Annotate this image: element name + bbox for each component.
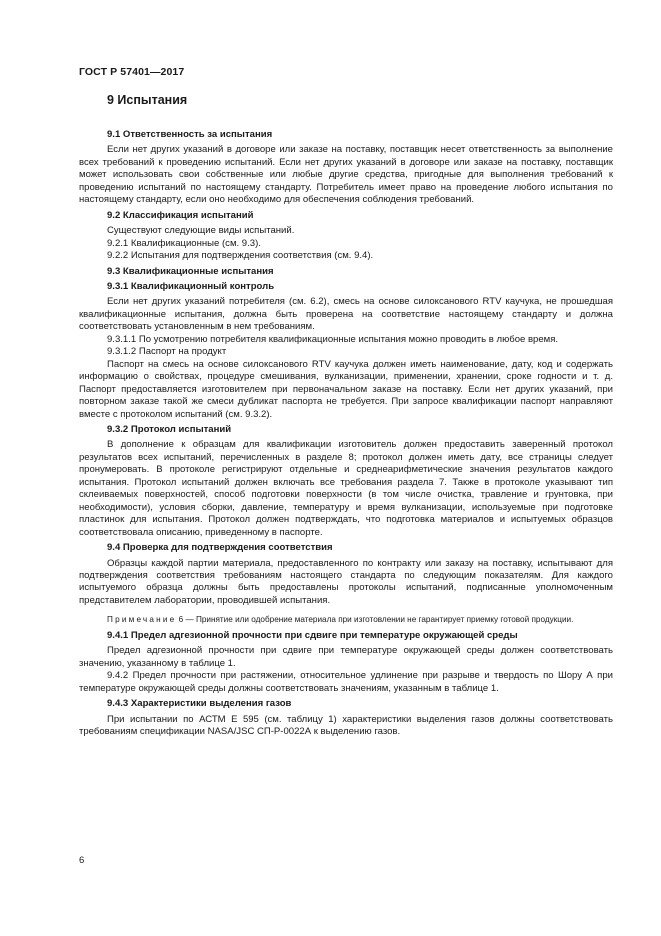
note-6 [79,614,613,626]
paragraph-9-4: Образцы каждой партии материала, предоставленного по контракту или заказу на поставку, испытывают для подтверждения соответствия требованиям настоящего стандарта по следующим показателям. Для каждого испытуемого образца должны быть предоставлены протоколы испытаний, подписанные уполномоченным представителем лаборатории, проводившей испытания. [79,557,613,606]
note-label: Примечание [107,615,177,625]
paragraph-9-4-3: При испытании по АСТМ Е 595 (см. таблицу 1) характеристики выделения газов должны соответствовать требованиям спецификации NASA/JSC СП-Р-0022А к выделению газов. [79,713,613,737]
heading-9-4-3: 9.4.3 Характеристики выделения газов [107,698,292,710]
document-header: ГОСТ Р 57401—2017 [79,66,185,78]
heading-9-4-1: 9.4.1 Предел адгезионной прочности при сдвиге при температуре окружающей среды [107,629,518,641]
heading-9-2: 9.2 Классификация испытаний [107,209,254,221]
heading-9-3: 9.3 Квалификационные испытания [107,265,274,277]
heading-9-3-2: 9.3.2 Протокол испытаний [107,423,232,435]
note-text: 6 — Принятие или одобрение материала при изготовлении не гарантирует приемку готовой продукции. [176,615,574,625]
heading-9-4: 9.4 Проверка для подтверждения соответствия [107,542,333,554]
paragraph-9-4-1: Предел адгезионной прочности при сдвиге при температуре окружающей среды должен соответствовать значению, указанному в таблице 1. [79,645,613,669]
heading-9-3-1-2: 9.3.1.2 Паспорт на продукт [107,346,227,358]
paragraph-9-3-1-2: Паспорт на смесь на основе силоксанового RTV каучука должен иметь наименование, дату, код и содержать информацию о свойствах, процедуре смешивания, вулканизации, применении, хранении, сроке годности и т. д. Паспорт предоставляется изготовителем при первоначальном заказе на поставку. Если нет других указаний, при повторном заказе такой же смеси дубликат паспорта не требуется. При запросе квалификации паспорт направляют вместе с протоколом испытаний (см. 9.3.2). [79,358,613,420]
heading-9-3-1: 9.3.1 Квалификационный контроль [107,280,275,292]
section-title: 9 Испытания [107,93,188,107]
heading-9-1: 9.1 Ответственность за испытания [107,129,273,140]
document-body [79,92,613,738]
paragraph-9-3-1: Если нет других указаний потребителя (см. 6.2), смесь на основе силоксанового RTV каучука, не прошедшая квалификационные испытания, должна быть проверена на соответствие настоящему стандарту и должна соответствовать установленным в нем требованиям. [79,296,613,333]
paragraph-9-2: Существуют следующие виды испытаний. [107,225,295,237]
list-item-9-2-2: 9.2.2 Испытания для подтверждения соответствия (см. 9.4). [107,250,374,262]
page-number: 6 [79,855,85,866]
paragraph-9-3-1-1: 9.3.1.1 По усмотрению потребителя квалификационные испытания можно проводить в любое время. [107,333,559,345]
paragraph-9-3-2: В дополнение к образцам для квалификации изготовитель должен предоставить заверенный протокол результатов всех испытаний, перечисленных в разделе 8; протокол должен иметь дату, все страницы следует пронумеровать. В протоколе регистрируют отдельные и среднеарифметические значения результатов каждого испытания. Протокол испытаний должен включать все требования раздела 7. Также в протоколе указывают тип склеиваемых поверхностей, способ подготовки поверхности (в том числе очистка, травление и грунтовка, при необходимости), условия сборки, давление, температуру и время вулканизации, используемые при подготовке пластинок для испытания. Протокол должен подтверждать, что подготовка материалов и испытуемых образцов соответствовала описанию, приведенному в паспорте. [79,439,613,538]
paragraph-9-4-2: 9.4.2 Предел прочности при растяжении, относительное удлинение при разрыве и твердость по Шору А при температуре окружающей среды должны соответствовать значениям, указанным в таблице 1. [79,670,613,694]
list-item-9-2-1: 9.2.1 Квалификационные (см. 9.3). [107,237,261,249]
paragraph-9-1: Если нет других указаний в договоре или заказе на поставку, поставщик несет ответственность за выполнение всех требований к проведению испытаний. Если нет других указаний в договоре или заказе на поставку, поставщик может использовать свои собственные или любые другие средства, пригодные для выполнения требований к проведению испытаний по настоящему стандарту. Потребитель имеет право на проведение любого испытания по настоящему стандарту, если оно необходимо для обеспечения соблюдения требований. [79,144,613,206]
